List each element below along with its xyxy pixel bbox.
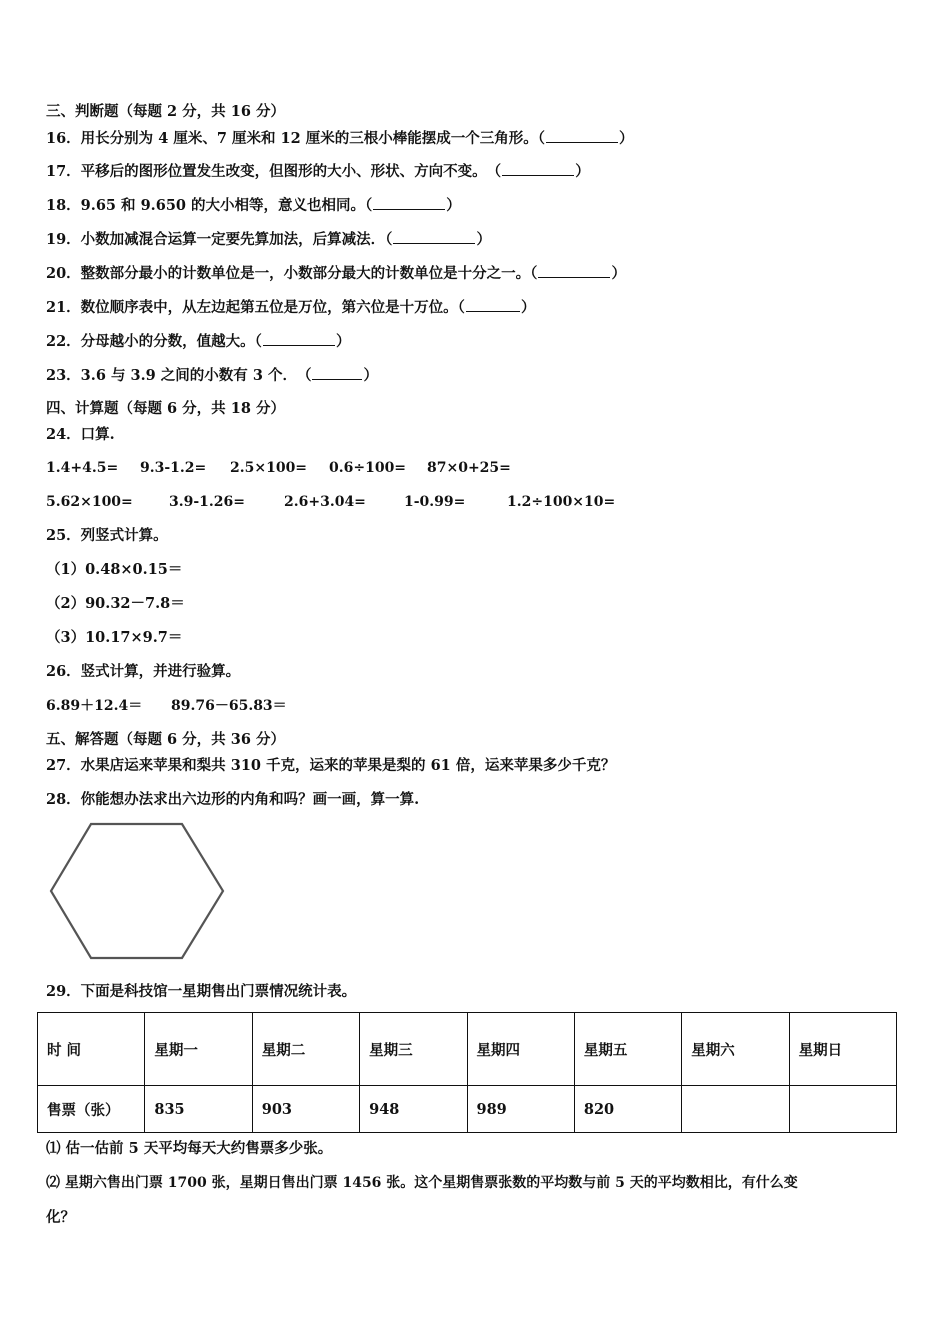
ticket-sales-table: [37, 1012, 897, 1133]
table-header-cell: 星期二: [252, 1013, 359, 1086]
question-21: [46, 297, 535, 318]
table-header-cell: 星期一: [145, 1013, 252, 1086]
paren-close: ）: [446, 197, 461, 214]
section3-heading: 三、判断题（每题 2 分，共 16 分）: [46, 103, 285, 120]
question-29-sub2: ⑵ 星期六售出门票 1700 张，星期日售出门票 1456 张。这个星期售票张数的平均数与前 5 天的平均数相比，有什么变: [46, 1175, 798, 1191]
table-cell: [682, 1086, 789, 1133]
table-header-row: [38, 1013, 897, 1086]
answer-blank[interactable]: [393, 229, 475, 244]
mental-calc-item: 2.5×100=: [230, 460, 308, 476]
question-23: [46, 365, 378, 386]
table-cell: 820: [574, 1086, 681, 1133]
answer-blank[interactable]: [538, 263, 610, 278]
question-text: 22．分母越小的分数，值越大。（: [46, 333, 262, 350]
table-cell: 903: [252, 1086, 359, 1133]
paren-close: ）: [335, 333, 351, 350]
paren-close: ）: [363, 367, 378, 384]
answer-blank[interactable]: [312, 365, 362, 380]
question-16: [46, 128, 634, 149]
question-17: [46, 161, 590, 182]
table-header-cell: 星期三: [360, 1013, 467, 1086]
question-22: [46, 331, 350, 352]
question-text: 20．整数部分最小的计数单位是一，小数部分最大的计数单位是十分之一。（: [46, 265, 538, 282]
table-header-cell: 星期五: [574, 1013, 681, 1086]
question-text: 17．平移后的图形位置发生改变，但图形的大小、形状、方向不变。 （: [46, 163, 502, 180]
table-row: [38, 1086, 897, 1133]
question-29-sub1: ⑴ 估一估前 5 天平均每天大约售票多少张。: [46, 1140, 333, 1157]
mental-calc-item: 87×0+25=: [427, 460, 511, 476]
vertical-calc-item: （1）0.48×0.15＝: [46, 561, 183, 578]
question-text: 18．9.65 和 9.650 的大小相等，意义也相同。（: [46, 197, 373, 214]
answer-blank[interactable]: [466, 297, 520, 312]
table-cell: 948: [360, 1086, 467, 1133]
question-29-title: 29．下面是科技馆一星期售出门票情况统计表。: [46, 983, 357, 1000]
question-text: 23．3.6 与 3.9 之间的小数有 3 个． （: [46, 367, 312, 384]
vertical-calc-check-item: 6.89＋12.4＝: [46, 698, 143, 714]
table-header-cell: 星期四: [467, 1013, 574, 1086]
table-cell: 835: [145, 1086, 252, 1133]
question-27: 27．水果店运来苹果和梨共 310 千克，运来的苹果是梨的 61 倍，运来苹果多少千克？: [46, 757, 616, 774]
table-header-cell: 星期六: [682, 1013, 789, 1086]
mental-calc-item: 3.9-1.26=: [169, 494, 245, 510]
question-text: 19．小数加减混合运算一定要先算加法，后算减法．（: [46, 231, 393, 248]
section5-heading: 五、解答题（每题 6 分，共 36 分）: [46, 731, 285, 748]
mental-calc-item: 9.3-1.2=: [140, 460, 207, 476]
answer-blank[interactable]: [546, 128, 618, 143]
paren-close: ）: [575, 163, 590, 180]
question-26-title: 26．竖式计算，并进行验算。: [46, 663, 241, 680]
paren-close: ）: [611, 265, 626, 282]
answer-blank[interactable]: [263, 331, 335, 346]
mental-calc-item: 2.6+3.04=: [284, 494, 366, 510]
mental-calc-item: 0.6÷100=: [329, 460, 407, 476]
question-19: [46, 229, 491, 250]
answer-blank[interactable]: [373, 195, 445, 210]
answer-blank[interactable]: [502, 161, 574, 176]
paren-close: ）: [520, 299, 536, 316]
question-24-title: 24．口算.: [46, 426, 115, 443]
question-text: 21．数位顺序表中，从左边起第五位是万位，第六位是十万位。（: [46, 299, 465, 316]
section4-heading: 四、计算题（每题 6 分，共 18 分）: [46, 400, 285, 417]
question-20: [46, 263, 626, 284]
question-text: 16．用长分别为 4 厘米、7 厘米和 12 厘米的三根小棒能摆成一个三角形。（: [46, 130, 546, 147]
mental-calc-item: 1.2÷100×10=: [507, 494, 616, 510]
table-cell: [789, 1086, 896, 1133]
question-28: 28．你能想办法求出六边形的内角和吗？画一画，算一算.: [46, 791, 420, 808]
paren-close: ）: [619, 130, 634, 147]
mental-calc-item: 5.62×100=: [46, 494, 133, 510]
paren-close: ）: [476, 231, 491, 248]
mental-calc-item: 1-0.99=: [404, 494, 466, 510]
hexagon-figure: [48, 820, 228, 962]
table-cell: 989: [467, 1086, 574, 1133]
table-header-cell: 时 间: [38, 1013, 145, 1086]
vertical-calc-check-item: 89.76－65.83＝: [171, 698, 287, 714]
mental-calc-item: 1.4+4.5=: [46, 460, 119, 476]
vertical-calc-item: （2）90.32－7.8＝: [46, 595, 185, 612]
table-header-cell: 星期日: [789, 1013, 896, 1086]
vertical-calc-item: （3）10.17×9.7＝: [46, 629, 183, 646]
question-25-title: 25．列竖式计算。: [46, 527, 168, 544]
table-cell: 售票（张）: [38, 1086, 145, 1133]
question-18: [46, 195, 461, 216]
question-29-sub2-cont: 化？: [46, 1209, 75, 1226]
